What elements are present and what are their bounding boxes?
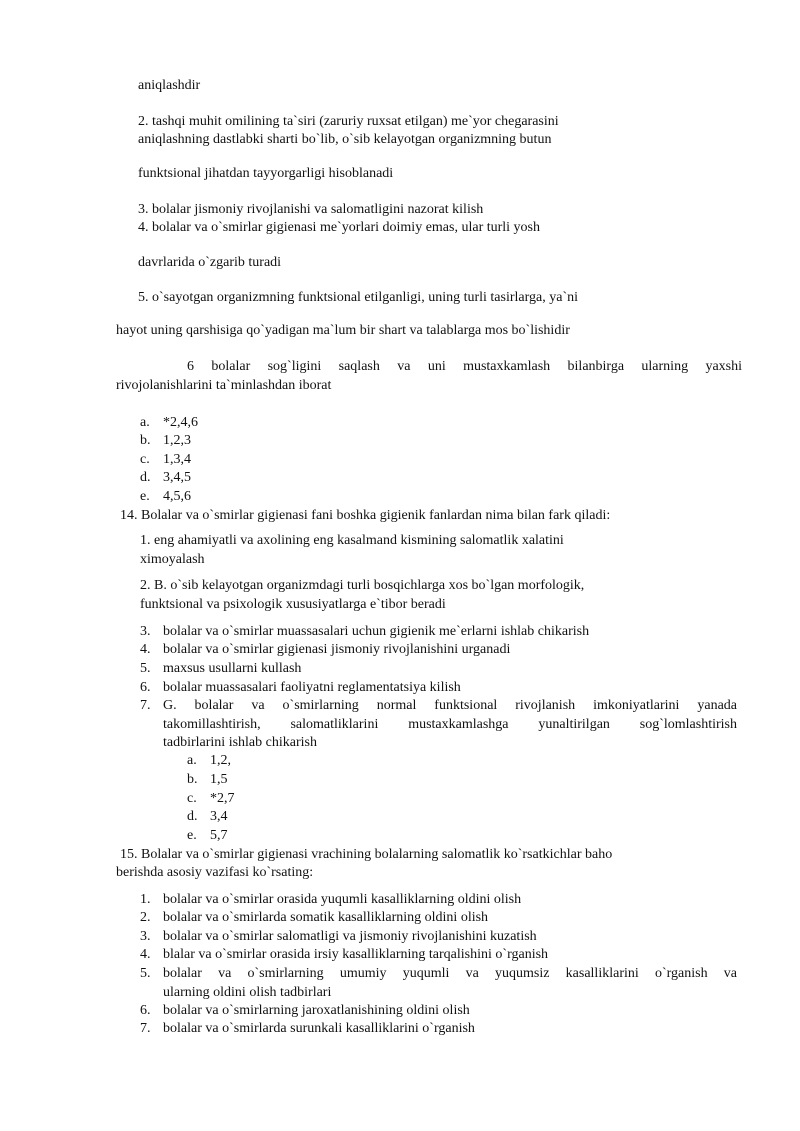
q15-item-num: 5. xyxy=(140,966,151,981)
q15-item-text: blalar va o`smirlar orasida irsiy kasalliklarning tarqalishini o`rganish xyxy=(163,947,549,962)
answer-letter: e. xyxy=(187,828,197,843)
answer-letter: c. xyxy=(187,791,197,806)
q15-item-5-line: bolalar va o`smirlarning umumiy yuqumli va yuqumsiz kasalliklarini o`rganish va xyxy=(163,966,737,981)
answer-text: 3,4,5 xyxy=(163,470,191,485)
q14-item-num: 3. xyxy=(140,624,151,639)
q14-item-2: 2. B. o`sib kelayotgan organizmdagi turli bosqichlarga xos bo`lgan morfologik, xyxy=(140,578,585,593)
answer-text: *2,4,6 xyxy=(163,415,198,430)
answer-text: 4,5,6 xyxy=(163,489,191,504)
answer-text: *2,7 xyxy=(210,791,235,806)
q15-item-text: bolalar va o`smirlarda somatik kasalliklarning oldini olish xyxy=(163,910,489,925)
answer-letter: a. xyxy=(140,415,150,430)
q15-item-text: bolalar va o`smirlar salomatligi va jismoniy rivojlanishini kuzatish xyxy=(163,929,537,944)
answer-letter: d. xyxy=(140,470,151,485)
q14-item-num: 5. xyxy=(140,661,151,676)
q14-item-num: 6. xyxy=(140,680,151,695)
q14-item-text: bolalar va o`smirlar muassasalari uchun gigienik me`erlarni ishlab chikarish xyxy=(163,624,590,639)
answer-text: 1,3,4 xyxy=(163,452,191,467)
q14-item-1-cont: ximoyalash xyxy=(140,552,205,567)
q14-item-text: bolalar muassasalari faoliyatni reglamentatsiya kilish xyxy=(163,680,461,695)
q15-item-num: 6. xyxy=(140,1003,151,1018)
text-line: 2. tashqi muhit omilining ta`siri (zaruriy ruxsat etilgan) me`yor chegarasini xyxy=(138,114,559,129)
q15-item-num: 3. xyxy=(140,929,151,944)
q15-item-num: 2. xyxy=(140,910,151,925)
answer-text: 1,2, xyxy=(210,753,231,768)
text-line: funktsional jihatdan tayyorgarligi hisoblanadi xyxy=(138,166,394,181)
q14-item-7-line: takomillashtirish, salomatliklarini mustaxkamlashga yunaltirilgan sog`lomlashtirish xyxy=(163,717,737,732)
q14-item-7-line: tadbirlarini ishlab chikarish xyxy=(163,735,317,750)
text-line: hayot uning qarshisiga qo`yadigan ma`lum bir shart va talablarga mos bo`lishidir xyxy=(116,323,570,338)
question-15-cont: berishda asosiy vazifasi ko`rsating: xyxy=(116,865,314,880)
q14-item-1: 1. eng ahamiyatli va axolining eng kasalmand kismining salomatlik xalatini xyxy=(140,533,564,548)
answer-letter: d. xyxy=(187,809,198,824)
q15-item-text: bolalar va o`smirlar orasida yuqumli kasalliklarning oldini olish xyxy=(163,892,522,907)
answer-letter: b. xyxy=(140,433,151,448)
text-line: rivojolanishlarini ta`minlashdan iborat xyxy=(116,378,332,393)
q15-item-5-line: ularning oldini olish tadbirlari xyxy=(163,985,332,1000)
q15-item-num: 1. xyxy=(140,892,151,907)
text-line: aniqlashning dastlabki sharti bo`lib, o`sib kelayotgan organizmning butun xyxy=(138,132,552,147)
q15-item-text: bolalar va o`smirlarning jaroxatlanishining oldini olish xyxy=(163,1003,470,1018)
text-line: davrlarida o`zgarib turadi xyxy=(138,255,282,270)
answer-text: 3,4 xyxy=(210,809,228,824)
answer-text: 1,5 xyxy=(210,772,228,787)
q14-item-text: bolalar va o`smirlar gigienasi jismoniy rivojlanishini urganadi xyxy=(163,642,511,657)
answer-letter: b. xyxy=(187,772,198,787)
q14-item-2-cont: funktsional va psixologik xususiyatlarga e`tibor beradi xyxy=(140,597,446,612)
question-15: 15. Bolalar va o`smirlar gigienasi vrachining bolalarning salomatlik ko`rsatkichlar baho xyxy=(120,847,613,862)
answer-text: 5,7 xyxy=(210,828,228,843)
q14-item-text: maxsus usullarni kullash xyxy=(163,661,302,676)
q15-item-num: 7. xyxy=(140,1021,151,1036)
q14-item-num: 4. xyxy=(140,642,151,657)
q15-item-text: bolalar va o`smirlarda surunkali kasalliklarini o`rganish xyxy=(163,1021,475,1036)
q14-item-num: 7. xyxy=(140,698,151,713)
question-14: 14. Bolalar va o`smirlar gigienasi fani boshka gigienik fanlardan nima bilan fark qiladi: xyxy=(120,508,611,523)
text-line: 3. bolalar jismoniy rivojlanishi va salomatligini nazorat kilish xyxy=(138,202,484,217)
answer-text: 1,2,3 xyxy=(163,433,191,448)
answer-letter: e. xyxy=(140,489,150,504)
text-line: 5. o`sayotgan organizmning funktsional etilganligi, uning turli tasirlarga, ya`ni xyxy=(138,290,579,305)
text-line: 6 bolalar sog`ligini saqlash va uni mustaxkamlash bilanbirga ularning yaxshi xyxy=(187,359,742,374)
text-line: aniqlashdir xyxy=(138,78,201,93)
q14-item-7-line: G. bolalar va o`smirlarning normal funktsional rivojlanish imkoniyatlarini yanada xyxy=(163,698,737,713)
answer-letter: a. xyxy=(187,753,197,768)
text-line: 4. bolalar va o`smirlar gigienasi me`yorlari doimiy emas, ular turli yosh xyxy=(138,220,541,235)
answer-letter: c. xyxy=(140,452,150,467)
q15-item-num: 4. xyxy=(140,947,151,962)
